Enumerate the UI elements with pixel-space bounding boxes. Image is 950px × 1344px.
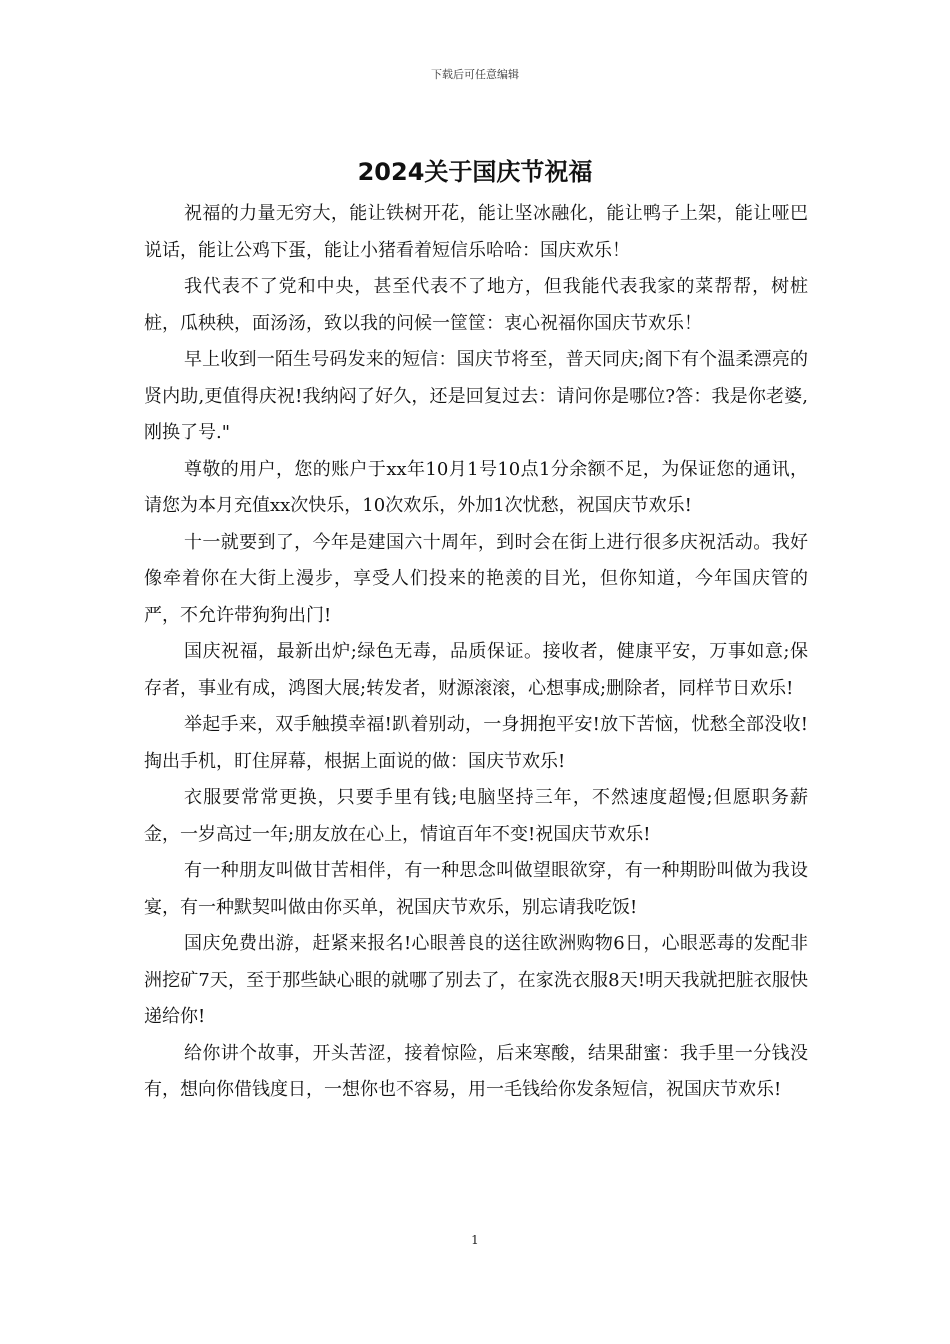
paragraph: 国庆免费出游，赶紧来报名!心眼善良的送往欧洲购物6日，心眼恶毒的发配非洲挖矿7天，至于那些缺心眼的就哪了别去了，在家洗衣服8天!明天我就把脏衣服快递给你! (144, 933, 808, 1027)
document-title: 2024关于国庆节祝福 (357, 158, 593, 186)
page-number: 1 (471, 1233, 479, 1247)
paragraph: 十一就要到了，今年是建国六十周年，到时会在街上进行很多庆祝活动。我好像牵着你在大街上漫步，享受人们投来的艳羡的目光，但你知道，今年国庆管的严，不允许带狗狗出门! (144, 531, 808, 626)
paragraph: 举起手来，双手触摸幸福!趴着别动，一身拥抱平安!放下苦恼，忧愁全部没收!掏出手机，盯住屏幕，根据上面说的做：国庆节欢乐! (144, 714, 808, 772)
paragraph: 有一种朋友叫做甘苦相伴，有一种思念叫做望眼欲穿，有一种期盼叫做为我设宴，有一种默契叫做由你买单，祝国庆节欢乐，别忘请我吃饭! (144, 860, 808, 918)
paragraph: 祝福的力量无穷大，能让铁树开花，能让坚冰融化，能让鸭子上架，能让哑巴说话，能让公鸡下蛋，能让小猪看着短信乐哈哈：国庆欢乐！ (144, 203, 808, 261)
document-body (144, 196, 808, 1109)
paragraph: 国庆祝福，最新出炉;绿色无毒，品质保证。接收者，健康平安，万事如意;保存者，事业有成，鸿图大展;转发者，财源滚滚，心想事成;删除者，同样节日欢乐! (144, 641, 808, 699)
header-note: 下载后可任意编辑 (431, 68, 519, 81)
paragraph: 衣服要常常更换，只要手里有钱;电脑坚持三年，不然速度超慢;但愿职务薪金，一岁高过一年;朋友放在心上，情谊百年不变!祝国庆节欢乐! (144, 787, 808, 845)
paragraph: 给你讲个故事，开头苦涩，接着惊险，后来寒酸，结果甜蜜：我手里一分钱没有，想向你借钱度日，一想你也不容易，用一毛钱给你发条短信，祝国庆节欢乐! (144, 1042, 808, 1100)
paragraph: 早上收到一陌生号码发来的短信：国庆节将至，普天同庆;阁下有个温柔漂亮的贤内助,更值得庆祝!我纳闷了好久，还是回复过去：请问你是哪位?答：我是你老婆,刚换了号." (144, 349, 808, 443)
paragraph: 我代表不了党和中央，甚至代表不了地方，但我能代表我家的菜帮帮，树桩桩，瓜秧秧，面汤汤，致以我的问候一筐筐：衷心祝福你国庆节欢乐！ (144, 276, 808, 334)
paragraph: 尊敬的用户，您的账户于xx年10月1号10点1分余额不足，为保证您的通讯，请您为本月充值xx次快乐，10次欢乐，外加1次忧愁，祝国庆节欢乐! (144, 458, 808, 516)
